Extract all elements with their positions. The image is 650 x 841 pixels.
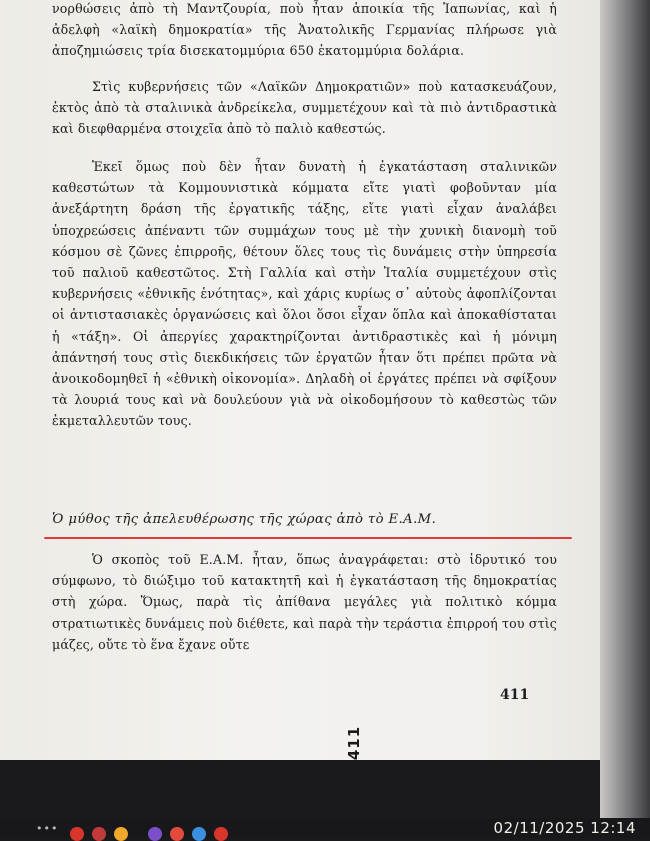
- vertical-page-number: 411: [345, 725, 363, 760]
- paragraph: [52, 156, 557, 432]
- more-ellipsis[interactable]: •••: [36, 822, 59, 835]
- screen-edge: [600, 0, 650, 838]
- page-number: 411: [500, 687, 530, 703]
- app-icon[interactable]: [192, 827, 206, 841]
- paragraph-text: νορθώσεις ἀπὸ τὴ Μαντζουρία, ποὺ ἦταν ἀποικία τῆς Ἰαπωνίας, καὶ ἡ ἀδελφὴ «λαϊκὴ δημοκρατία» τῆς Ἀνατολικῆς Γερμανίας πλήρωσε γιὰ ἀποζημιώσεις τρία δισεκατομμύρια 650 ἑκατομμύρια δολάρια.: [52, 1, 557, 59]
- paragraph-text: Ἐκεῖ ὅμως ποὺ δὲν ἦταν δυνατὴ ἡ ἐγκατάσταση σταλινικῶν καθεστώτων τὰ Κομμουνιστικὰ κόμματα εἴτε γιατὶ φοβοῦνταν μία ἀνεξάρτητη δράση τῆς ἐργατικῆς τάξης, εἴτε γιατὶ εἶχαν ἀναλάβει ὑποχρεώσεις ἀπέναντι τῶν συμμάχων τους μὲ τὴν χυνικὴ διανομὴ τοῦ κόσμου σὲ ζῶνες ἐπιρροῆς, θέτουν ὅλες τους τὶς δυνάμεις στὴν ὑπηρεσία τοῦ παλιοῦ καθεστῶτος. Στὴ Γαλλία καὶ στὴν Ἰταλία συμμετέχουν στὶς κυβερνήσεις «ἐθνικῆς ἑνότητας», καὶ χάρις κυρίως σ᾿ αὐτοὺς ἀφοπλίζονται οἱ ἀντιστασιακὲς ὀργανώσεις καὶ ὅλοι ὅσοι εἶχαν ὅπλα καὶ ἀποκαθίσταται ἡ «τάξη». Οἱ ἀπεργίες χαρακτηρίζονται ἀντιδραστικὲς καὶ ἡ μόνιμη ἀπάντησή τους στὶς διεκδικήσεις τῶν ἐργατῶν ἦταν ὅτι πρέπει πρῶτα νὰ ἀνοικοδομηθεῖ ἡ «ἐθνικὴ οἰκονομία». Δηλαδὴ οἱ ἐργάτες πρέπει νὰ σφίξουν τὰ λουριά τους καὶ νὰ δουλεύουν γιὰ νὰ οἰκοδομήσουν τὸ καθεστὼς τῶν ἐκμεταλλευτῶν τους.: [52, 159, 557, 429]
- app-icon[interactable]: [70, 827, 84, 841]
- heading-underline-annotation: [44, 537, 572, 539]
- app-icon[interactable]: [214, 827, 228, 841]
- paragraph: [52, 76, 557, 140]
- app-icon[interactable]: [148, 827, 162, 841]
- paragraph-text: Στὶς κυβερνήσεις τῶν «Λαϊκῶν Δημοκρατιῶν» ποὺ κατασκευάζουν, ἐκτὸς ἀπὸ τὰ σταλινικὰ ἀνδρείκελα, συμμετέχουν καὶ τὰ πιὸ ἀντιδραστικὰ καὶ διεφθαρμένα στοιχεῖα ἀπὸ τὸ παλιὸ καθεστώς.: [52, 79, 557, 137]
- paragraph-text: Ὁ σκοπὸς τοῦ Ε.Α.Μ. ἦταν, ὅπως ἀναγράφεται: στὸ ἱδρυτικό του σύμφωνο, τὸ διώξιμο τοῦ κατακτητῆ καὶ ἡ ἐγκατάσταση τῆς δημοκρατίας στὴ χώρα. Ὅμως, παρὰ τὶς ἀπίθανα μεγάλες γιὰ πολιτικὸ κόμμα στρατιωτικὲς δυνάμεις ποὺ διέθετε, καὶ παρὰ τὴν τεράστια ἐπιρροή του στὶς μάζες, οὔτε τὸ ἕνα ἔχανε οὔτε: [52, 552, 557, 652]
- section-heading: Ὁ μύθος τῆς ἀπελευθέρωσης τῆς χώρας ἀπὸ τὸ Ε.Α.Μ.: [52, 512, 437, 527]
- app-icon[interactable]: [170, 827, 184, 841]
- paragraph: [52, 549, 557, 655]
- status-bar: [0, 818, 650, 838]
- paragraph: [52, 0, 557, 62]
- app-icon[interactable]: [92, 827, 106, 841]
- app-icon[interactable]: [114, 827, 128, 841]
- timestamp: 02/11/2025 12:14: [493, 819, 636, 837]
